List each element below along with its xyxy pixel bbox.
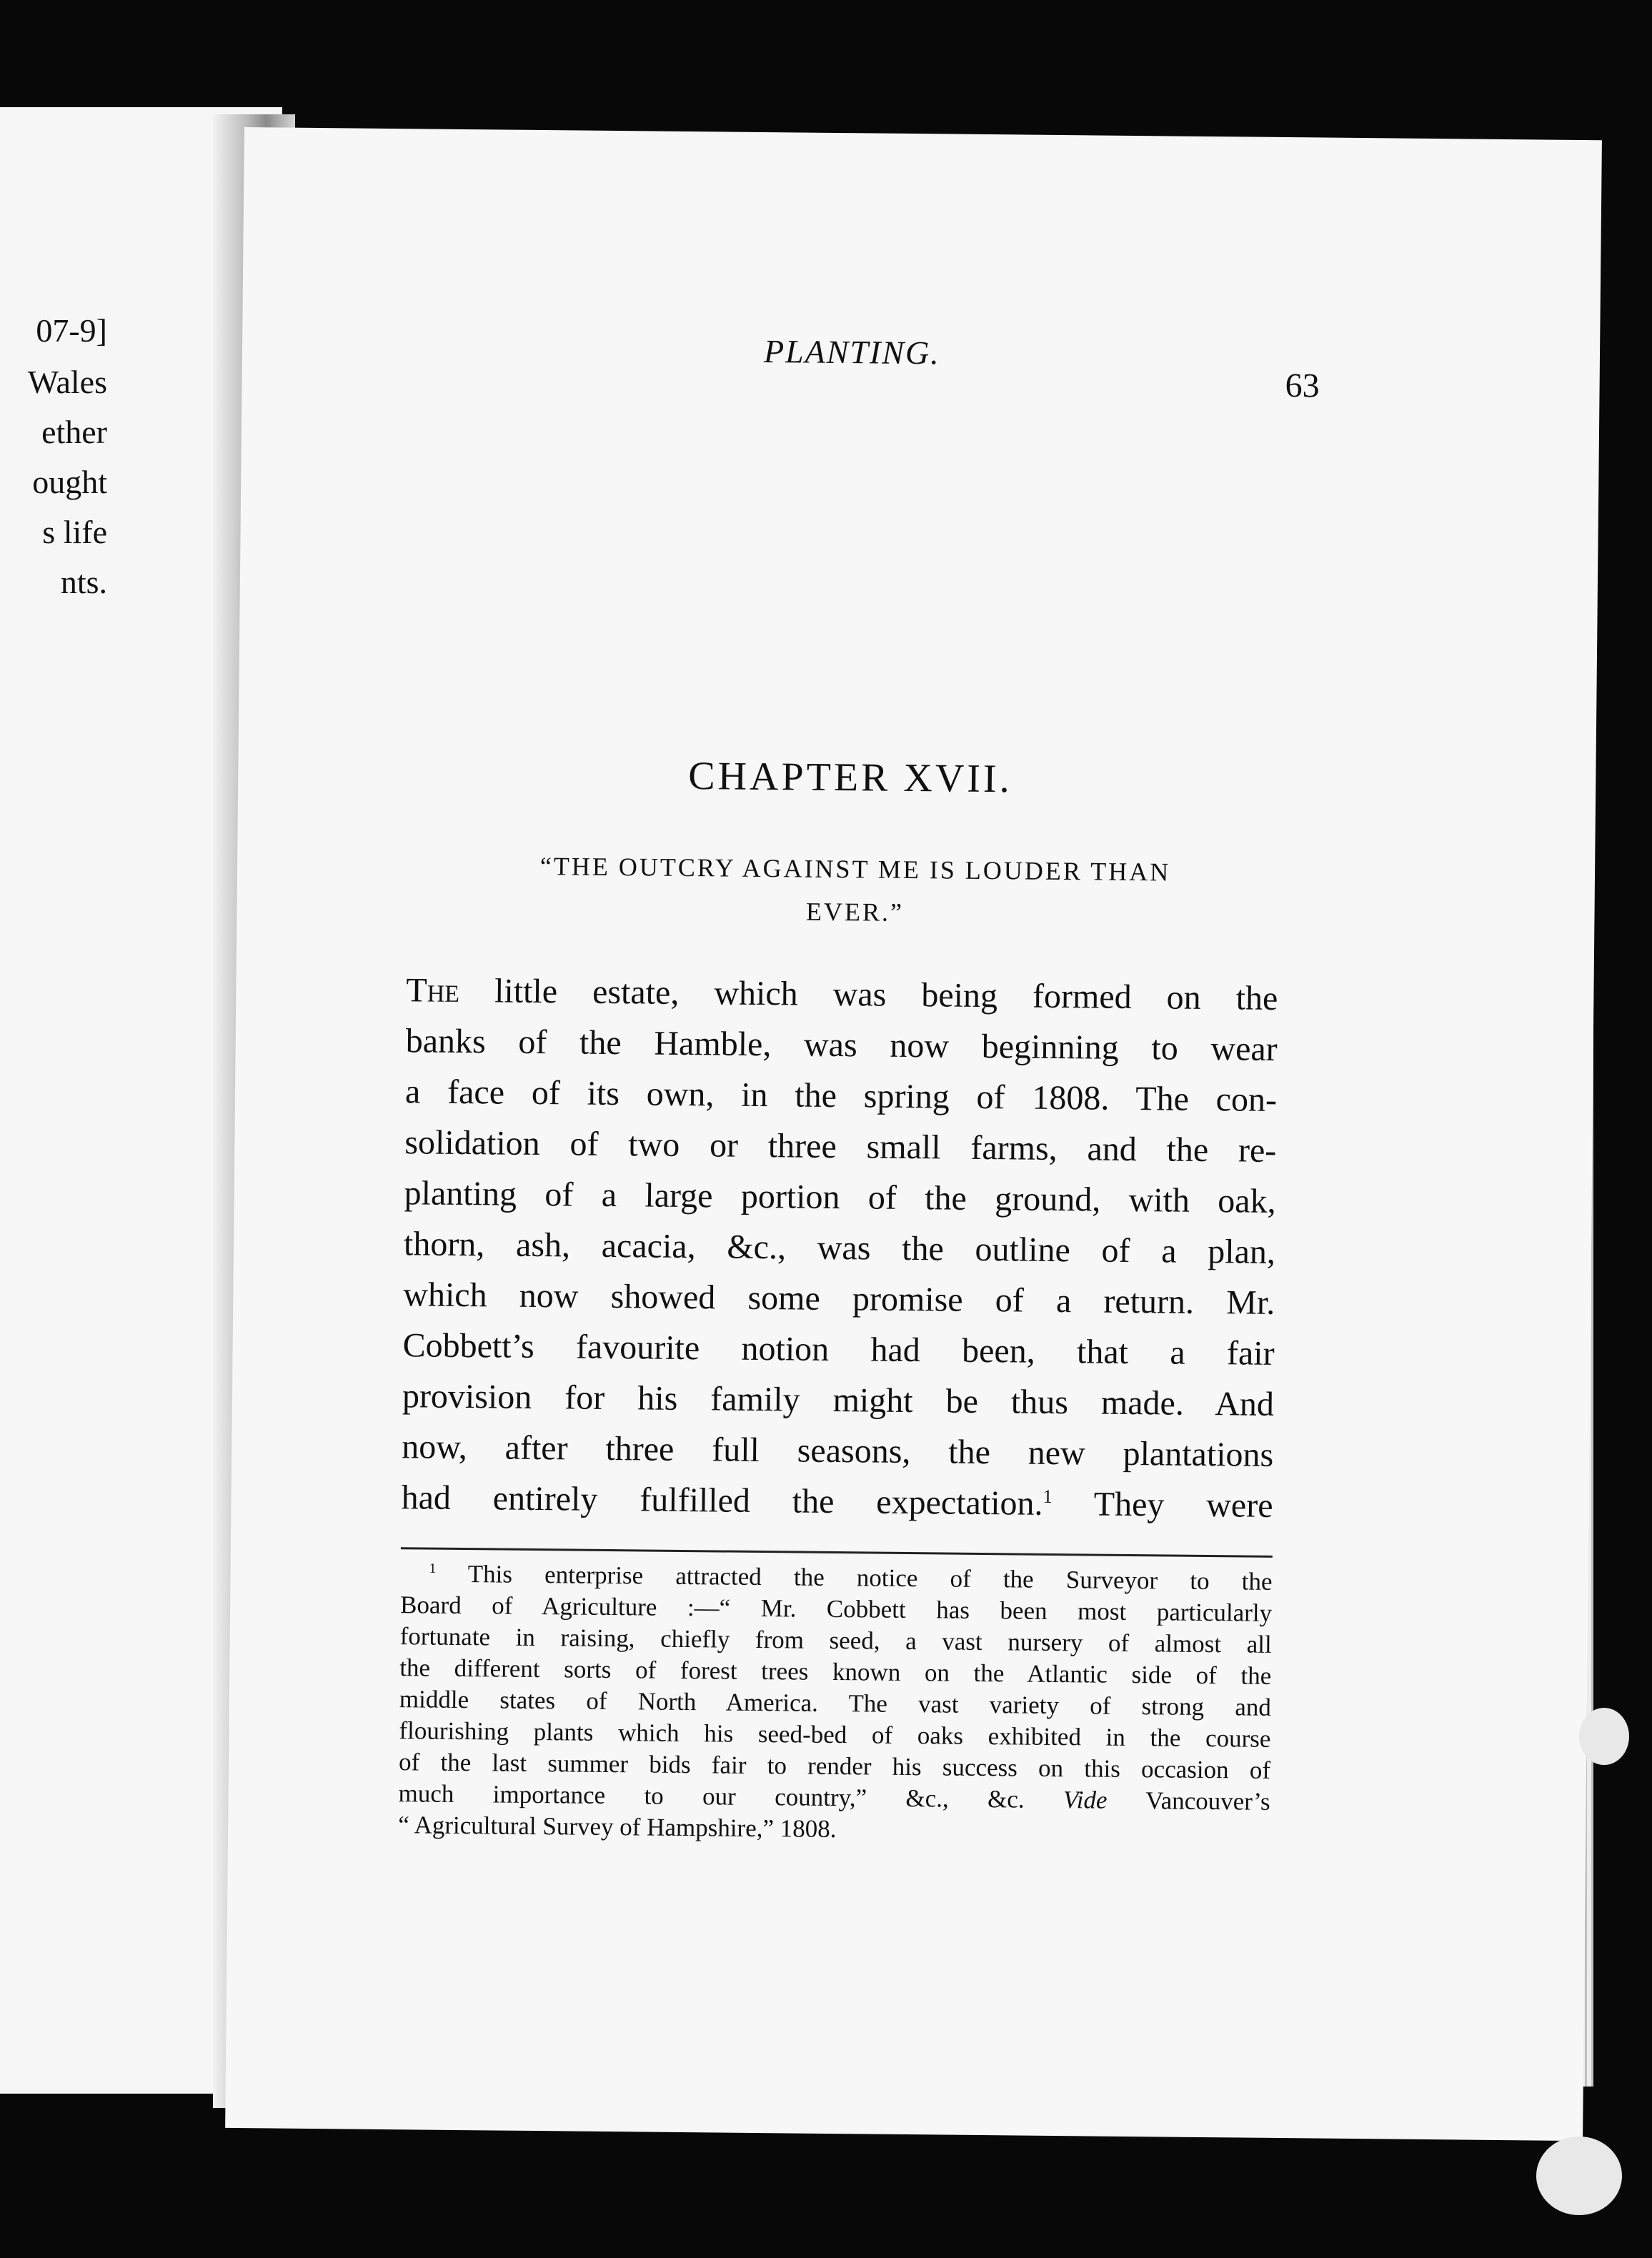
left-page-line: ether bbox=[41, 414, 107, 450]
body-line-text: They were bbox=[1052, 1484, 1273, 1525]
running-head: PLANTING. bbox=[763, 332, 941, 372]
body-line: solidation of two or three small farms, and the re- bbox=[404, 1123, 1277, 1170]
body-line: a face of its own, in the spring of 1808. The con- bbox=[404, 1073, 1278, 1119]
body-line bbox=[406, 965, 1278, 1024]
body-line-text: had entirely fulfilled the expectation. bbox=[401, 1478, 1043, 1523]
footnote-line: Board of Agriculture :—“ Mr. Cobbett has been most particularly bbox=[399, 1591, 1273, 1627]
right-page bbox=[225, 127, 1602, 2141]
footnote-line: middle states of North America. The vast variety of strong and bbox=[399, 1685, 1272, 1721]
footnote-reference[interactable]: 1 bbox=[1043, 1485, 1053, 1507]
paper-speck bbox=[1536, 2137, 1622, 2215]
drop-word: The bbox=[406, 971, 460, 1010]
footnote-marker: 1 bbox=[429, 1561, 437, 1577]
footnote-text: This enterprise attracted the notice of the Surveyor to the bbox=[467, 1560, 1273, 1596]
chapter-title: CHAPTER XVII. bbox=[688, 754, 1012, 802]
body-line: thorn, ash, acacia, &c., was the outline of a plan, bbox=[403, 1225, 1276, 1271]
body-line: now, after three full seasons, the new plantations bbox=[402, 1428, 1274, 1474]
footnote-line: “ Agricultural Survey of Hampshire,” 1808. bbox=[398, 1811, 837, 1844]
chapter-epigraph bbox=[415, 843, 1295, 937]
left-page-line: ought bbox=[32, 464, 107, 500]
left-page-line: Wales bbox=[27, 364, 107, 400]
body-line: which now showed some promise of a return. Mr. bbox=[403, 1275, 1275, 1322]
page-number: 63 bbox=[1285, 367, 1320, 405]
epigraph-line: EVER.” bbox=[805, 897, 905, 927]
left-page-line: 07-9] bbox=[36, 312, 107, 349]
footnote-line: flourishing plants which his seed-bed of oaks exhibited in the course bbox=[399, 1716, 1271, 1753]
paper-speck bbox=[1579, 1708, 1629, 1765]
footnote-text: Vancouver’s bbox=[1107, 1786, 1270, 1816]
epigraph-line: “THE OUTCRY AGAINST ME IS LOUDER THAN bbox=[539, 852, 1171, 887]
left-page-line: nts. bbox=[60, 564, 107, 600]
footnote-line: of the last summer bids fair to render his success on this occasion of bbox=[398, 1748, 1271, 1784]
footnote-divider bbox=[401, 1547, 1273, 1558]
left-page-line: s life bbox=[42, 514, 107, 550]
footnote-line: the different sorts of forest trees known on the Atlantic side of the bbox=[399, 1653, 1272, 1690]
body-line: provision for his family might be thus made. And bbox=[402, 1377, 1275, 1423]
body-line-text: little estate, which was being formed on the bbox=[459, 971, 1278, 1018]
body-line: Cobbett’s favourite notion had been, that a fair bbox=[402, 1326, 1275, 1373]
body-paragraph bbox=[401, 965, 1278, 1531]
body-line: banks of the Hamble, was now beginning to wear bbox=[405, 1022, 1278, 1068]
footnote-text: much importance to our country,” &c., &c. bbox=[398, 1779, 1025, 1814]
footnote-line: fortunate in raising, chiefly from seed, a vast nursery of almost all bbox=[399, 1622, 1272, 1658]
footnote bbox=[398, 1558, 1273, 1849]
footnote-vide: Vide bbox=[1063, 1786, 1108, 1814]
body-line bbox=[401, 1472, 1273, 1531]
body-line: planting of a large portion of the ground, with oak, bbox=[404, 1174, 1276, 1220]
